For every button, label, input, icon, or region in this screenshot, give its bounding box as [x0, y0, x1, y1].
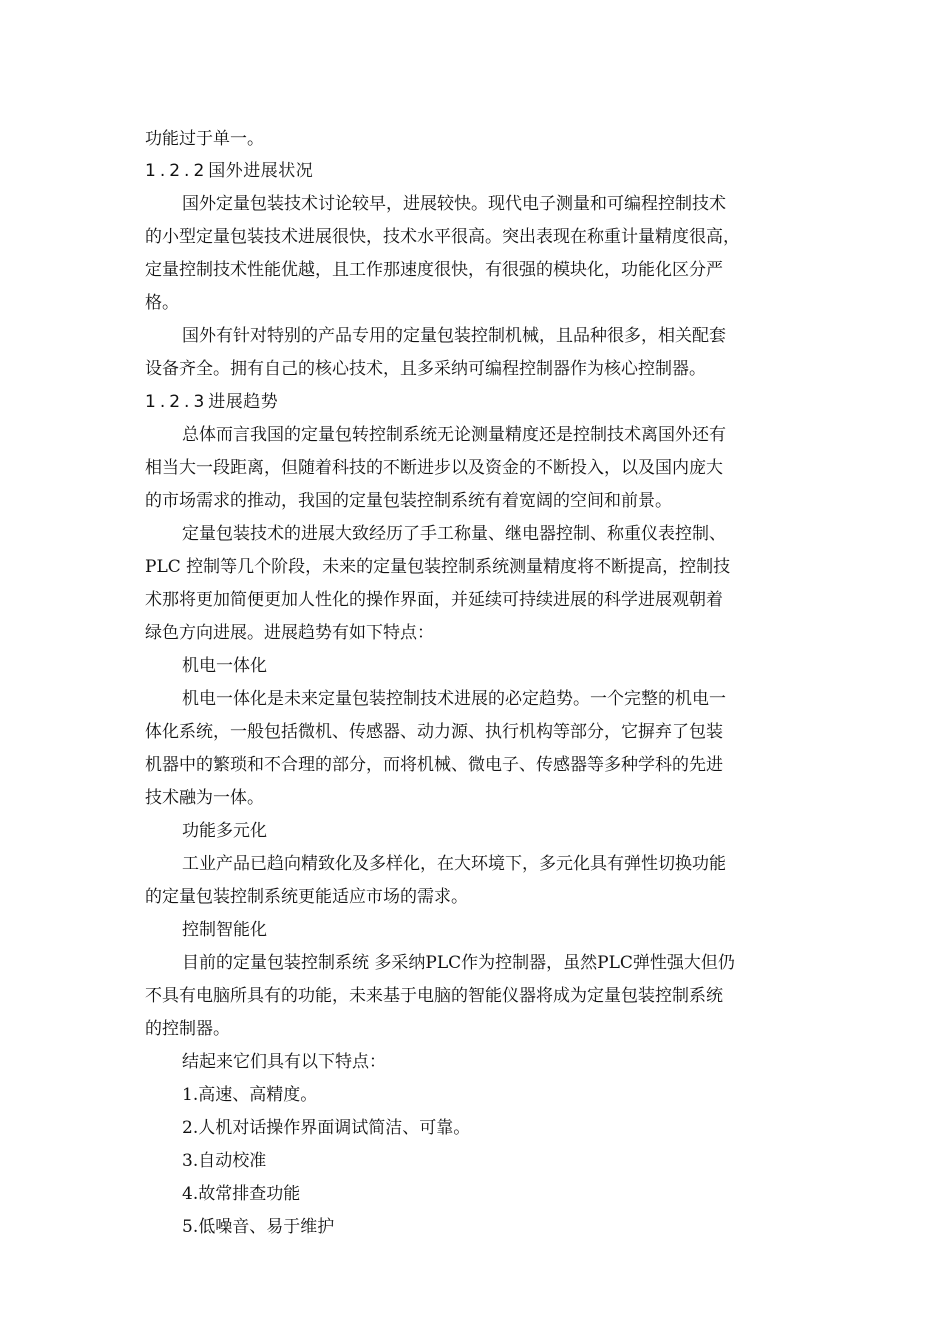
list-item: 2.人机对话操作界面调试简洁、可靠。 — [182, 1118, 471, 1138]
paragraph-line: 总体而言我国的定量包转控制系统无论测量精度还是控制技术离国外还有 — [182, 425, 726, 445]
paragraph-line: 体化系统，一般包括微机、传感器、动力源、执行机构等部分，它摒弃了包装 — [145, 722, 723, 742]
paragraph-line: 的小型定量包装技术进展很快，技术水平很高。突出表现在称重计量精度很高， — [145, 227, 740, 247]
paragraph-line: 机电一体化是未来定量包装控制技术进展的必定趋势。一个完整的机电一 — [182, 689, 726, 709]
list-item: 1.高速、高精度。 — [182, 1085, 318, 1105]
section-number: 1.2.3 — [145, 392, 209, 412]
paragraph-line: 工业产品已趋向精致化及多样化，在大环境下，多元化具有弹性切换功能 — [182, 854, 726, 874]
paragraph-line: 术那将更加简便更加人性化的操作界面，并延续可持续进展的科学进展观朝着 — [145, 590, 723, 610]
paragraph-line: 国外有针对特别的产品专用的定量包装控制机械，且品种很多，相关配套 — [182, 326, 726, 346]
paragraph-line: 格。 — [145, 293, 179, 313]
summary-line: 结起来它们具有以下特点： — [182, 1052, 386, 1072]
paragraph-line: 目前的定量包装控制系统 多采纳PLC作为控制器，虽然PLC弹性强大但仍 — [182, 953, 735, 973]
paragraph-line: 不具有电脑所具有的功能，未来基于电脑的智能仪器将成为定量包装控制系统 — [145, 986, 723, 1006]
text-line: 功能过于单一。 — [145, 129, 264, 149]
section-title: 国外进展状况 — [208, 161, 314, 181]
paragraph-line: 的定量包装控制系统更能适应市场的需求。 — [145, 887, 468, 907]
section-title: 进展趋势 — [208, 392, 279, 412]
subheading: 功能多元化 — [182, 821, 267, 841]
paragraph-line: 的市场需求的推动，我国的定量包装控制系统有着宽阔的空间和前景。 — [145, 491, 672, 511]
paragraph-line: 设备齐全。拥有自己的核心技术，且多采纳可编程控制器作为核心控制器。 — [145, 359, 706, 379]
list-item: 5.低噪音、易于维护 — [182, 1217, 335, 1237]
paragraph-line: 机器中的繁琐和不合理的部分，而将机械、微电子、传感器等多种学科的先进 — [145, 755, 723, 775]
paragraph-line: 技术融为一体。 — [145, 788, 264, 808]
section-heading-1-2-2 — [145, 159, 313, 183]
section-heading-1-2-3 — [145, 390, 278, 414]
paragraph-line: 定量包装技术的进展大致经历了手工称量、继电器控制、称重仪表控制、 — [182, 524, 726, 544]
paragraph-line: 绿色方向进展。进展趋势有如下特点： — [145, 623, 434, 643]
paragraph-line: 国外定量包装技术讨论较早，进展较快。现代电子测量和可编程控制技术 — [182, 194, 726, 214]
list-item: 3.自动校准 — [182, 1151, 267, 1171]
paragraph-line: PLC 控制等几个阶段，未来的定量包装控制系统测量精度将不断提高，控制技 — [145, 557, 731, 577]
paragraph-line: 定量控制技术性能优越，且工作那速度很快，有很强的模块化，功能化区分严 — [145, 260, 723, 280]
subheading: 控制智能化 — [182, 920, 267, 940]
paragraph-line: 相当大一段距离，但随着科技的不断进步以及资金的不断投入，以及国内庞大 — [145, 458, 723, 478]
subheading: 机电一体化 — [182, 656, 267, 676]
list-item: 4.故常排查功能 — [182, 1184, 301, 1204]
section-number: 1.2.2 — [145, 161, 209, 181]
paragraph-line: 的控制器。 — [145, 1019, 230, 1039]
